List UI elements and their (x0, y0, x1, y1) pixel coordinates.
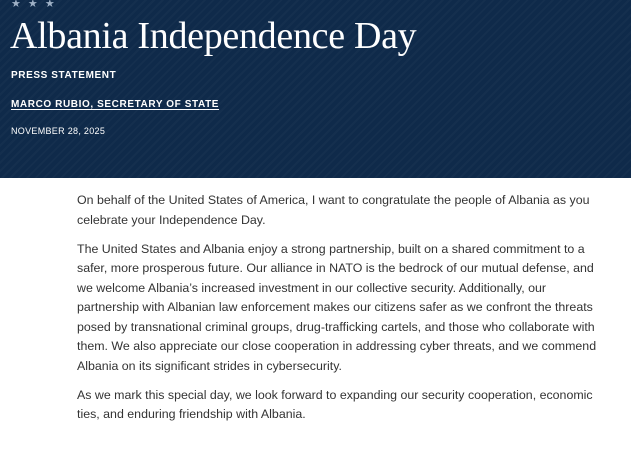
article-type-label: PRESS STATEMENT (11, 70, 117, 81)
publish-date: NOVEMBER 28, 2025 (11, 126, 106, 136)
article-body (77, 191, 597, 434)
page-title: Albania Independence Day (10, 15, 417, 57)
author-link[interactable]: MARCO RUBIO, SECRETARY OF STATE (11, 99, 220, 110)
page-hero (0, 0, 631, 178)
article-paragraph: The United States and Albania enjoy a strong partnership, built on a shared commitment to a safer, more prosperous future. Our alliance in NATO is the bedrock of our mutual defense, and we welcome Albania’s increased investment in our collective security. Additionally, our partnership with Albanian law enforcement makes our citizens safer as we confront the threats posed by transnational criminal groups, drug-trafficking cartels, and those who collaborate with them. We also appreciate our close cooperation in addressing cyber threats, and we commend Albania on its significant strides in cybersecurity. (77, 241, 597, 373)
article-paragraph: On behalf of the United States of America, I want to congratulate the people of Albania as you celebrate your Independence Day. (77, 193, 590, 227)
stars-decoration: ★ ★ ★ (11, 0, 57, 10)
article-paragraph: As we mark this special day, we look forward to expanding our security cooperation, economic ties, and enduring friendship with Albania. (77, 387, 593, 421)
